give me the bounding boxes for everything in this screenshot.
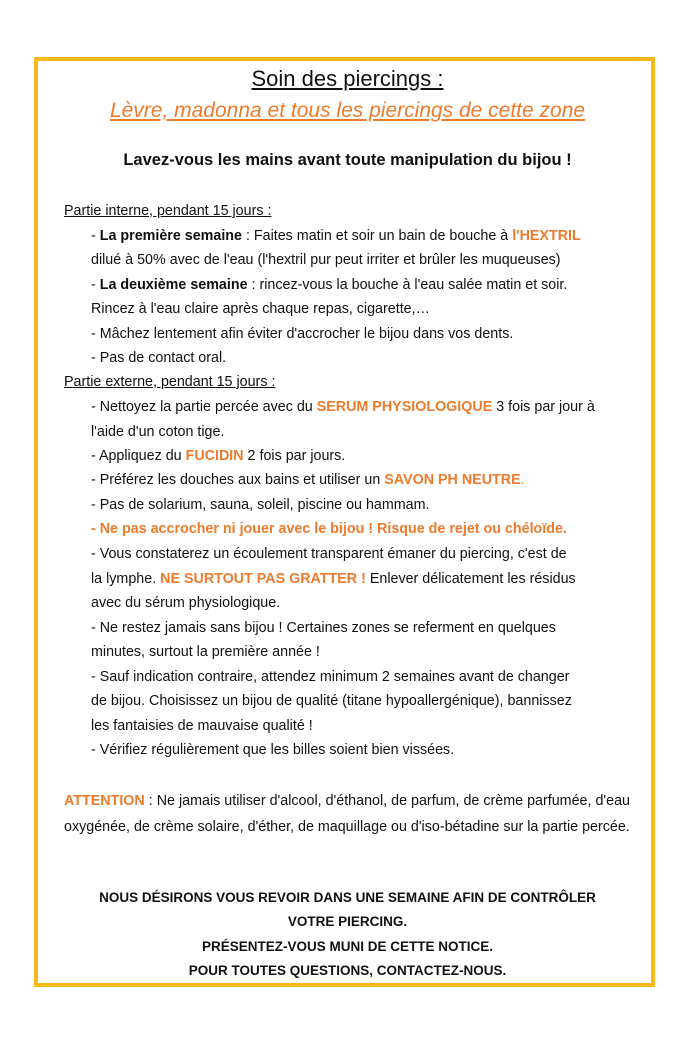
page-subtitle: Lèvre, madonna et tous les piercings de cette zone — [109, 99, 586, 122]
external-line8-a: la lymphe. — [91, 571, 161, 587]
serum-product: SERUM PHYSIOLOGIQUE — [316, 399, 493, 415]
external-line8 — [91, 569, 576, 589]
internal-item4: - Pas de contact oral. — [91, 350, 227, 366]
week2-text: : rincez-vous la bouche à l'eau salée matin et soir. — [247, 277, 568, 293]
footer-line3: PRÉSENTEZ-VOUS MUNI DE CETTE NOTICE. — [201, 939, 494, 954]
internal-week2-line — [91, 275, 567, 295]
external-line2: l'aide d'un coton tige. — [91, 424, 225, 440]
external-line11: minutes, surtout la première année ! — [91, 644, 320, 660]
week1-product: l'HEXTRIL — [512, 228, 581, 244]
week1-label: La première semaine — [99, 228, 242, 244]
external-line4-a: - Préférez les douches aux bains et utiliser un — [91, 472, 385, 488]
attention-paragraph — [64, 789, 630, 840]
external-line1 — [91, 397, 595, 417]
attention-text: : Ne jamais utiliser d'alcool, d'éthanol, de parfum, de crème parfumée, d'eau oxygénée, de crème solaire, d'éther, de maquillage ou d'iso-bétadine sur la partie percée. — [64, 793, 630, 835]
internal-week1-line2: dilué à 50% avec de l'eau (l'hextril pur peut irriter et brûler les muqueuses) — [91, 252, 561, 268]
internal-week2-line2: Rincez à l'eau claire après chaque repas, cigarette,… — [91, 301, 430, 317]
external-line1-a: - Nettoyez la partie percée avec du — [91, 399, 317, 415]
week2-prefix: - — [91, 277, 100, 293]
external-line7: - Vous constaterez un écoulement transparent émaner du piercing, c'est de — [91, 546, 567, 562]
external-line8-b: Enlever délicatement les résidus — [365, 571, 576, 587]
week2-label: La deuxième semaine — [99, 277, 248, 293]
external-line10: - Ne restez jamais sans bijou ! Certaines zones se referment en quelques — [91, 620, 556, 636]
wash-hands-notice: Lavez-vous les mains avant toute manipulation du bijou ! — [123, 151, 572, 169]
internal-heading: Partie interne, pendant 15 jours : — [64, 203, 272, 219]
footer-line4: POUR TOUTES QUESTIONS, CONTACTEZ-NOUS. — [188, 963, 507, 978]
external-line12: - Sauf indication contraire, attendez minimum 2 semaines avant de changer — [91, 669, 570, 685]
attention-label: ATTENTION — [64, 793, 145, 809]
no-scratch-warning: NE SURTOUT PAS GRATTER ! — [160, 571, 366, 587]
week1-text: : Faites matin et soir un bain de bouche à — [241, 228, 513, 244]
footer-line2: VOTRE PIERCING. — [287, 914, 408, 929]
page-title: Soin des piercings : — [251, 66, 444, 91]
internal-week1-line — [91, 226, 581, 246]
external-line3-a: - Appliquez du — [91, 448, 186, 464]
external-line15: - Vérifiez régulièrement que les billes soient bien vissées. — [91, 742, 455, 758]
fucidin-product: FUCIDIN — [185, 448, 244, 464]
external-line3 — [91, 446, 345, 466]
external-line5: - Pas de solarium, sauna, soleil, piscine ou hammam. — [91, 497, 430, 513]
external-line4-b: . — [520, 472, 525, 488]
external-heading: Partie externe, pendant 15 jours : — [64, 374, 276, 390]
external-line9: avec du sérum physiologique. — [91, 595, 281, 611]
external-line3-b: 2 fois par jours. — [243, 448, 346, 464]
external-line4 — [91, 470, 525, 490]
external-line13: de bijou. Choisissez un bijou de qualité (titane hypoallergénique), bannissez — [91, 693, 572, 709]
footer-line1: NOUS DÉSIRONS VOUS REVOIR DANS UNE SEMAINE AFIN DE CONTRÔLER — [99, 890, 596, 905]
week1-prefix: - — [91, 228, 100, 244]
internal-item3: - Mâchez lentement afin éviter d'accrocher le bijou dans vos dents. — [91, 326, 514, 342]
external-line1-b: 3 fois par jour à — [492, 399, 595, 415]
soap-product: SAVON PH NEUTRE — [384, 472, 521, 488]
external-warning-line: - Ne pas accrocher ni jouer avec le bijou ! Risque de rejet ou chéloïde. — [91, 521, 567, 537]
external-line14: les fantaisies de mauvaise qualité ! — [91, 718, 313, 734]
